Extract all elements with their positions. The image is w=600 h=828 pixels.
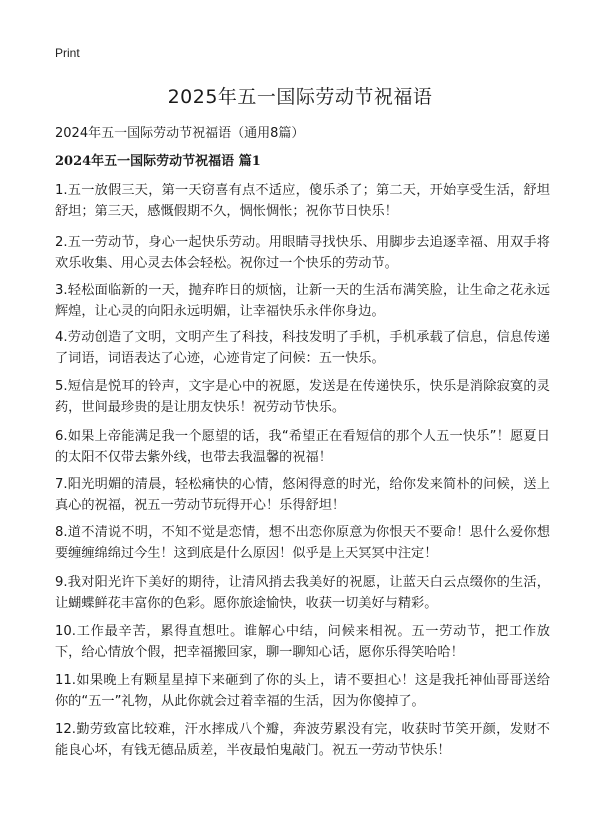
paragraph-11: 11.如果晚上有颗星星掉下来砸到了你的头上，请不要担心！这是我托神仙哥哥送给你的“五一”礼物，从此你就会过着幸福的生活，因为你傻掉了。 <box>55 673 550 709</box>
paragraph-8: 8.道不清说不明，不知不觉是恋情，想不出恋你原意为你恨天不要命！思什么爱你想要缠缠绵绵过今生！这到底是什么原因！似乎是上天冥冥中注定！ <box>55 525 550 561</box>
section-heading: 2024年五一国际劳动节祝福语 篇1 <box>55 154 261 169</box>
paragraph-3: 3.轻松面临新的一天，抛弃昨日的烦恼，让新一天的生活布满笑脸，让生命之花永远辉煌，让心灵的向阳永远明媚，让幸福快乐永伴你身边。 <box>55 283 550 319</box>
paragraph-6: 6.如果上帝能满足我一个愿望的话，我“希望正在看短信的那个人五一快乐”！愿夏日的太阳不仅带去紫外线，也带去我温馨的祝福！ <box>55 429 550 465</box>
paragraph-12: 12.勤劳致富比较难，汗水摔成八个瓣，奔波劳累没有完，收获时节笑开颜，发财不能良心坏，有钱无德品质差，半夜最怕鬼敲门。祝五一劳动节快乐！ <box>55 722 550 758</box>
paragraph-4: 4.劳动创造了文明，文明产生了科技，科技发明了手机，手机承载了信息，信息传递了词语，词语表达了心迹，心迹肯定了问候：五一快乐。 <box>55 330 550 366</box>
paragraph-1: 1.五一放假三天，第一天窃喜有点不适应，傻乐杀了；第二天，开始享受生活，舒坦舒坦；第三天，感慨假期不久，惆怅惆怅；祝你节日快乐！ <box>55 183 550 219</box>
paragraph-5: 5.短信是悦耳的铃声，文字是心中的祝愿，发送是在传递快乐，快乐是消除寂寞的灵药，世间最珍贵的是让朋友快乐！祝劳动节快乐。 <box>55 379 550 415</box>
print-link[interactable]: Print <box>55 46 80 60</box>
page-title: 2025年五一国际劳动节祝福语 <box>167 86 433 108</box>
paragraph-9: 9.我对阳光许下美好的期待，让清风捎去我美好的祝愿，让蓝天白云点缀你的生活，让蝴蝶鲜花丰富你的色彩。愿你旅途愉快，收获一切美好与精彩。 <box>55 575 550 611</box>
paragraph-10: 10.工作最辛苦，累得直想吐。谁解心中结，问候来相祝。五一劳动节，把工作放下，给心情放个假，把幸福搬回家，聊一聊知心话，愿你乐得笑哈哈！ <box>55 624 550 660</box>
paragraph-7: 7.阳光明媚的清晨，轻松痛快的心情，悠闲得意的时光，给你发来简朴的问候，送上真心的祝福，祝五一劳动节玩得开心！乐得舒坦！ <box>55 477 550 513</box>
document-subtitle: 2024年五一国际劳动节祝福语（通用8篇） <box>55 126 305 141</box>
paragraph-2: 2.五一劳动节，身心一起快乐劳动。用眼睛寻找快乐、用脚步去追逐幸福、用双手将欢乐收集、用心灵去体会轻松。祝你过一个快乐的劳动节。 <box>55 235 550 271</box>
